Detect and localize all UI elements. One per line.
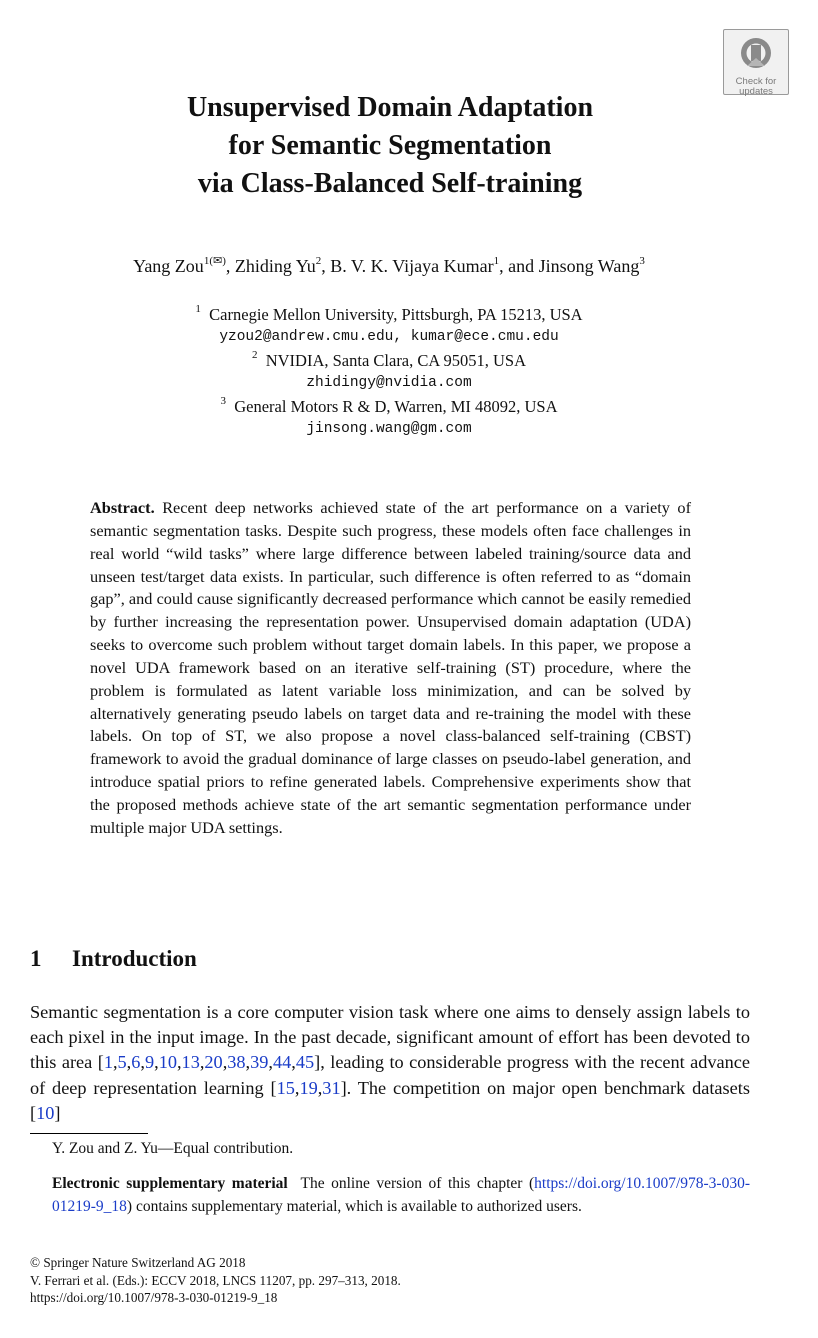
author-name: B. V. K. Vijaya Kumar	[330, 256, 494, 276]
abstract-text: Recent deep networks achieved state of the art performance on a variety of semantic segmentation tasks. Despite such progress, these models often face challenges in real world “wild tasks” where large difference between labeled training/source data and unseen test/target data exists. In particular, such difference is often referred to as “domain gap”, and could cause significantly decreased performance which cannot be easily remedied by further increasing the representation power. Unsupervised domain adaptation (UDA) seeks to overcome such problem without target domain labels. In this paper, we propose a novel UDA framework based on an iterative self-training (ST) procedure, where the problem is formulated as latent variable loss minimization, and can be solved by alternatively generating pseudo labels on target data and re-training the model with these labels. On top of ST, we also propose a novel class-balanced self-training (CBST) framework to avoid the gradual dominance of large classes on pseudo-label generation, and introduce spatial priors to refine generated labels. Comprehensive experiments show that the proposed methods achieve state of the art semantic segmentation performance under multiple major UDA settings.	[90, 498, 691, 837]
affiliation-number: 1	[195, 303, 201, 315]
affiliation-1	[0, 303, 778, 326]
affiliation-text: NVIDIA, Santa Clara, CA 95051, USA	[265, 351, 527, 370]
section-title: Introduction	[72, 946, 197, 971]
abstract-label: Abstract.	[90, 498, 155, 517]
citation-link[interactable]: 1	[103, 1052, 113, 1073]
affiliation-number: 3	[220, 395, 226, 407]
abstract	[90, 497, 691, 840]
citation-link[interactable]: 45	[295, 1052, 315, 1073]
author-affil-mark: 2	[315, 255, 322, 267]
author-affil-mark: 3	[639, 255, 645, 267]
affiliation-text: Carnegie Mellon University, Pittsburgh, PA 15213, USA	[209, 305, 583, 324]
affiliations	[0, 303, 778, 441]
badge-line-2: updates	[739, 86, 773, 97]
affiliation-email[interactable]: zhidingy@nvidia.com	[306, 375, 472, 391]
citation-link[interactable]: 9	[144, 1052, 155, 1073]
citation-link[interactable]: 38	[227, 1052, 246, 1073]
affiliation-3	[0, 395, 778, 418]
affiliation-email[interactable]: yzou2@andrew.cmu.edu, kumar@ece.cmu.edu	[219, 329, 559, 345]
footnote-supplementary	[52, 1172, 750, 1218]
citation-link[interactable]: 10	[36, 1102, 55, 1123]
citation-link[interactable]: 13	[181, 1052, 200, 1073]
copyright-line: © Springer Nature Switzerland AG 2018	[30, 1255, 246, 1270]
citation-link[interactable]: 19	[299, 1077, 318, 1098]
intro-paragraph: Semantic segmentation is a core computer vision task where one aims to densely assign labels to each pixel in the input image. In the past decade, significant amount of effort has been devoted to this area [1,5,6,9,10,13,20,38,39,44,45], leading to considerable progress with the recent advance of deep representation learning [15,19,31]. The competition on major open benchmark datasets [10]	[30, 1002, 750, 1123]
author-name: Zhiding Yu	[234, 256, 316, 276]
citation-list: 1,5,6,9,10,13,20,38,39,44,45	[103, 1052, 315, 1073]
esm-label: Electronic supplementary material	[52, 1175, 288, 1192]
section-heading	[30, 946, 197, 972]
author-name: Jinsong Wang	[538, 256, 640, 276]
citation-line: V. Ferrari et al. (Eds.): ECCV 2018, LNCS 11207, pp. 297–313, 2018.	[30, 1272, 401, 1288]
section-number: 1	[30, 946, 42, 971]
esm-text: The online version of this chapter (	[300, 1175, 535, 1192]
doi-link[interactable]: https://doi.org/10.1007/978-3-030-01219-9_18	[30, 1290, 278, 1305]
citation-list: 15,19,31	[276, 1077, 341, 1098]
footnote-rule	[30, 1133, 148, 1134]
esm-text: ) contains supplementary material, which is available to authorized users.	[126, 1198, 582, 1215]
citation-link[interactable]: 10	[158, 1052, 177, 1073]
title-line-2: for Semantic Segmentation	[228, 130, 552, 161]
affiliation-email[interactable]: jinsong.wang@gm.com	[306, 421, 472, 437]
intro-text: The competition on major open benchmark datasets	[357, 1077, 750, 1098]
esm-link[interactable]: https://doi.org/10.1007/978-3-030-01219-9_18	[52, 1175, 750, 1215]
intro-text: Semantic segmentation is a core computer vision task where one aims to densely assign labels to each pixel in the input image. In the past decade, significant amount of effort has been devoted to this area	[30, 1002, 750, 1073]
footnote-equal-contribution: Y. Zou and Z. Yu—Equal contribution.	[52, 1140, 294, 1157]
title-line-1: Unsupervised Domain Adaptation	[186, 92, 594, 123]
citation-link[interactable]: 15	[276, 1077, 295, 1098]
author-conjunction: and	[508, 256, 535, 276]
citation-link[interactable]: 20	[204, 1052, 223, 1073]
citation-link[interactable]: 6	[131, 1052, 141, 1073]
citation-link[interactable]: 44	[272, 1052, 292, 1073]
check-for-updates-badge[interactable]	[723, 29, 789, 95]
title-line-3: via Class-Balanced Self-training	[197, 168, 583, 199]
affiliation-number: 2	[251, 349, 258, 361]
affiliation-text: General Motors R & D, Warren, MI 48092, USA	[234, 397, 558, 416]
author-affil-mark: 1(✉)	[203, 255, 226, 267]
author-list: Yang Zou$^{1(✉)}$, Zhiding Yu$^2$, B. V. K. Vijaya Kumar$^1$, and Jinsong Wang$^3$	[133, 255, 645, 276]
author-name: Yang Zou	[133, 256, 204, 276]
citation-link[interactable]: 39	[250, 1052, 269, 1073]
citation-list	[36, 1103, 54, 1123]
paper-title	[60, 89, 720, 203]
badge-line-1: Check for	[735, 76, 777, 87]
author-affil-mark: 1	[493, 255, 500, 267]
copyright-block	[30, 1254, 401, 1307]
intro-text: leading to considerable progress with the recent advance of deep representation learning	[30, 1052, 750, 1098]
citation-link[interactable]: 5	[117, 1052, 127, 1073]
affiliation-2	[0, 349, 778, 372]
update-icon	[738, 36, 774, 74]
citation-link[interactable]: 31	[322, 1077, 341, 1098]
